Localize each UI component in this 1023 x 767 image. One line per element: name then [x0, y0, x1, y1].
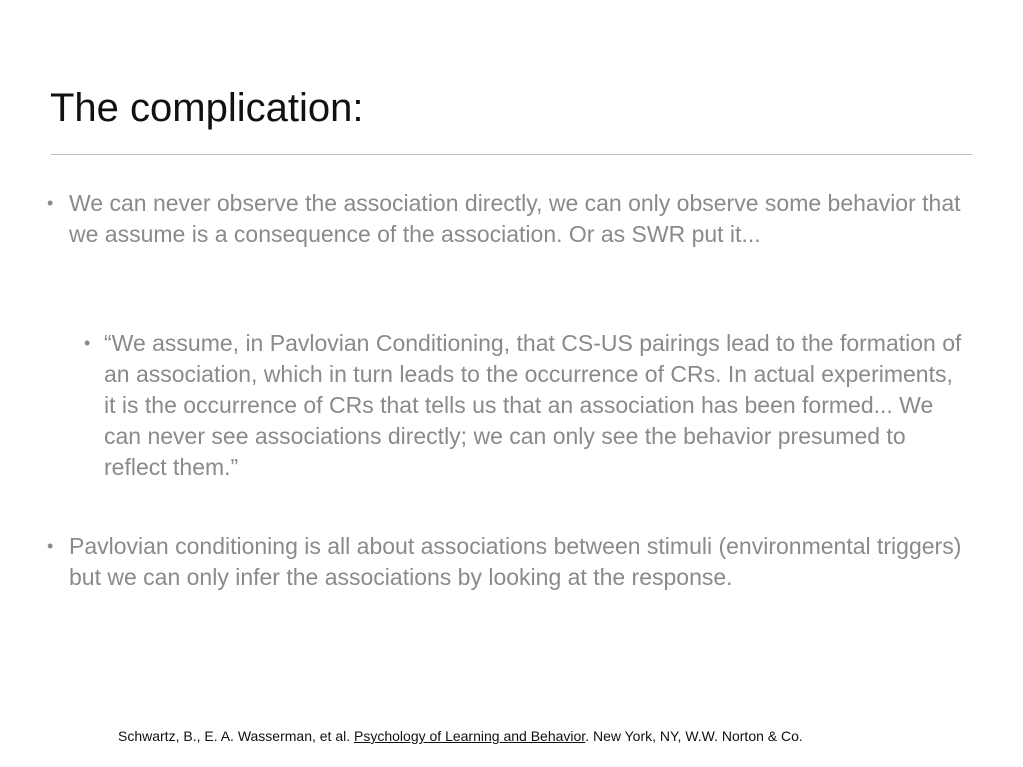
citation-authors: Schwartz, B., E. A. Wasserman, et al. [118, 728, 355, 744]
bullet-1-marker: • [47, 193, 54, 213]
bullet-3 [47, 531, 974, 593]
bullet-3-text: Pavlovian conditioning is all about associations between stimuli (environmental triggers) but we can only infer the associations by looking at the response. [69, 533, 962, 590]
bullet-2-sub [84, 328, 969, 483]
bullet-2-marker: • [84, 333, 91, 353]
citation [118, 727, 803, 745]
title-divider [51, 154, 972, 155]
slide-title: The complication: [50, 86, 364, 130]
bullet-1 [47, 188, 969, 250]
bullet-2-text: “We assume, in Pavlovian Conditioning, that CS-US pairings lead to the formation of an association, which in turn leads to the occurrence of CRs. In actual experiments, it is the occurrence of CRs that tells us that an association has been formed... We can never see associations directly; we can only see the behavior presumed to reflect them.” [104, 330, 962, 480]
bullet-3-marker: • [47, 536, 54, 556]
citation-book-title[interactable]: Psychology of Learning and Behavior [354, 728, 586, 744]
citation-publisher: . New York, NY, W.W. Norton & Co. [585, 728, 803, 744]
bullet-1-text: We can never observe the association directly, we can only observe some behavior that we assume is a consequence of the association. Or as SWR put it... [69, 190, 961, 247]
